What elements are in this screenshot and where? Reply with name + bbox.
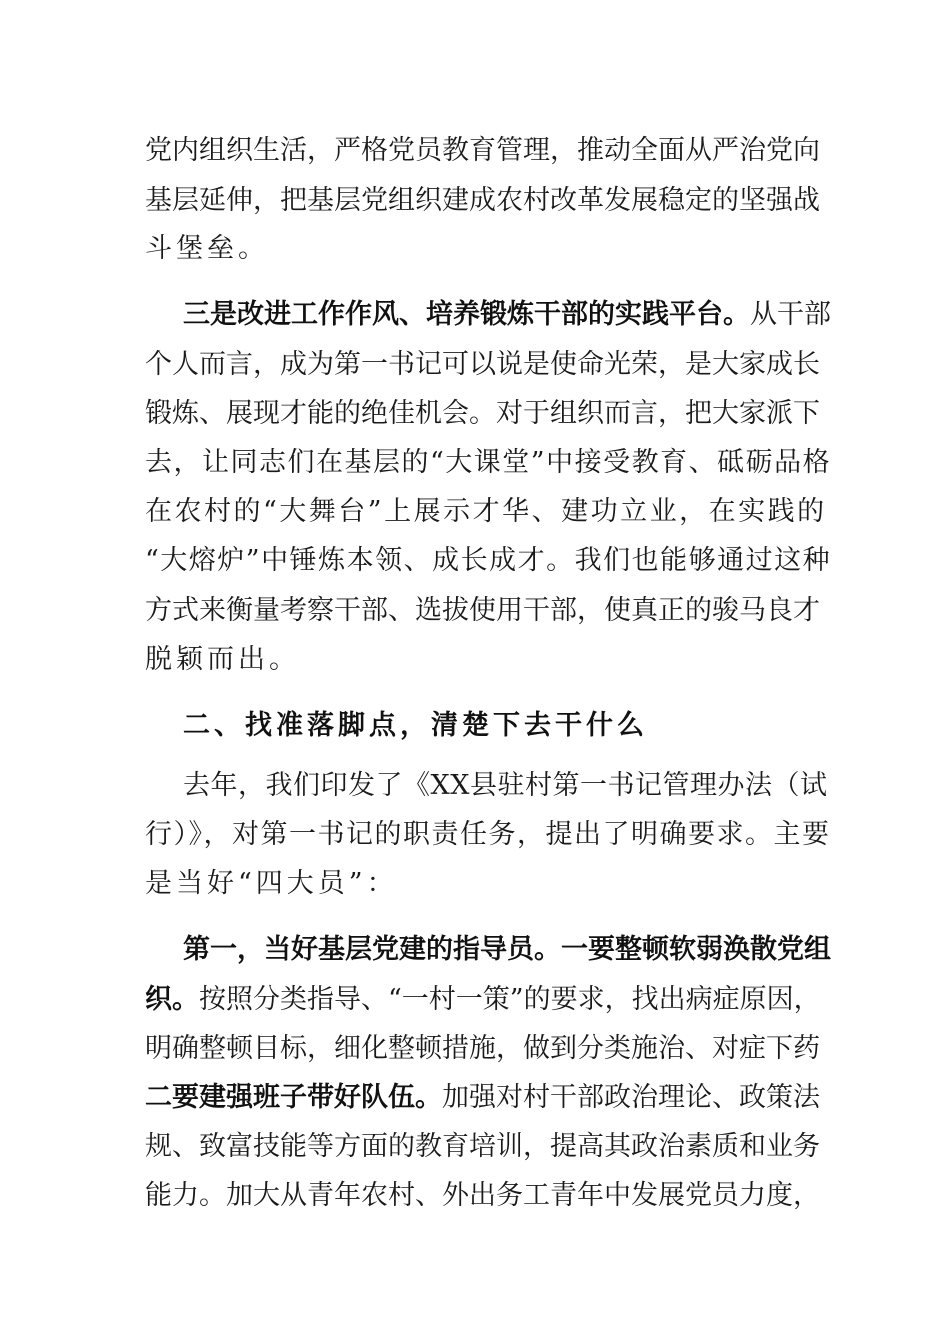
text-line <box>145 1029 820 1069</box>
text-run: 锻炼、展现才能的绝佳机会。对于组织而言，把大家派下 <box>145 398 820 429</box>
text-run: 去，让同志们在基层的“大课堂”中接受教育、砥砺品格 <box>145 447 832 478</box>
text-run: 脱颖而出。 <box>145 644 300 675</box>
text-run: 斗堡垒。 <box>145 233 269 264</box>
text-run: 从干部 <box>750 299 831 330</box>
text-run: 能力。加大从青年农村、外出务工青年中发展党员力度， <box>145 1180 820 1211</box>
text-run: 基层延伸，把基层党组织建成农村改革发展稳定的坚强战 <box>145 185 820 216</box>
text-run: 党内组织生活，严格党员教育管理，推动全面从严治党向 <box>145 135 820 166</box>
bold-heading-run: 织。 <box>145 984 199 1015</box>
text-line <box>145 640 300 680</box>
text-run: “大熔炉”中锤炼本领、成长成才。我们也能够通过这种 <box>145 545 832 576</box>
text-run: 个人而言，成为第一书记可以说是使命光荣，是大家成长 <box>145 349 820 380</box>
section-heading <box>183 706 648 746</box>
text-run: 加强对村干部政治理论、政策法 <box>442 1082 820 1113</box>
text-run: 按照分类指导、“一村一策”的要求，找出病症原因， <box>199 984 821 1015</box>
text-line <box>145 394 820 434</box>
text-line <box>145 541 831 581</box>
text-line <box>145 591 820 631</box>
text-line <box>145 229 269 269</box>
text-line <box>145 1078 820 1118</box>
bold-heading-run: 二、找准落脚点，清楚下去干什么 <box>183 710 648 741</box>
text-line <box>183 766 827 806</box>
text-run: 行）》，对第一书记的职责任务，提出了明确要求。主要 <box>145 819 831 850</box>
text-line <box>145 1176 820 1216</box>
text-line <box>145 980 821 1020</box>
text-line <box>145 131 820 171</box>
text-run: 是当好“四大员”： <box>145 868 398 899</box>
text-line <box>145 345 820 385</box>
text-line <box>145 864 398 904</box>
text-line <box>145 815 831 855</box>
text-line <box>183 295 831 335</box>
text-line <box>145 492 827 532</box>
text-run: 明确整顿目标，细化整顿措施，做到分类施治、对症下药 <box>145 1033 820 1064</box>
text-line <box>183 930 831 970</box>
text-run: 在农村的“大舞台”上展示才华、建功立业，在实践的 <box>145 496 827 527</box>
bold-heading-run: 二要建强班子带好队伍。 <box>145 1082 442 1113</box>
bold-heading-run: 第一，当好基层党建的指导员。一要整顿软弱涣散党组 <box>183 934 831 965</box>
text-run: 去年，我们印发了《XX县驻村第一书记管理办法（试 <box>183 770 828 801</box>
text-run: 方式来衡量考察干部、选拔使用干部，使真正的骏马良才 <box>145 595 820 626</box>
text-run: 规、致富技能等方面的教育培训，提高其政治素质和业务 <box>145 1131 820 1162</box>
text-line <box>145 1127 820 1167</box>
text-line <box>145 443 831 483</box>
bold-heading-run: 三是改进工作作风、培养锻炼干部的实践平台。 <box>183 299 750 330</box>
text-line <box>145 181 820 221</box>
